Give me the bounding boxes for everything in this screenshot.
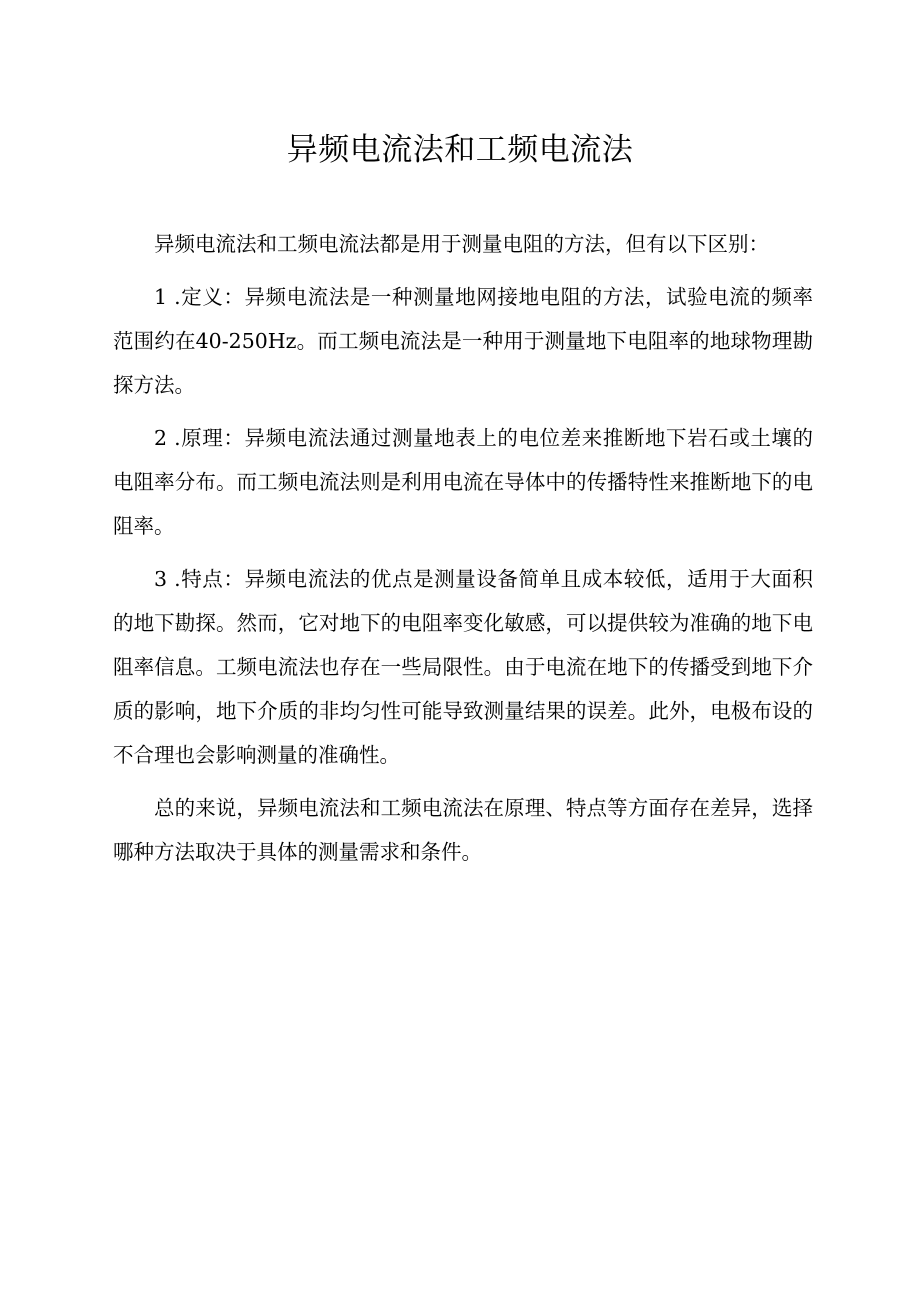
paragraph-principle: 2 .原理：异频电流法通过测量地表上的电位差来推断地下岩石或土壤的电阻率分布。而工频电流法则是利用电流在导体中的传播特性来推断地下的电阻率。 <box>113 426 813 538</box>
document-title: 异频电流法和工频电流法 <box>286 132 634 168</box>
paragraph-conclusion: 总的来说，异频电流法和工频电流法在原理、特点等方面存在差异，选择哪种方法取决于具体的测量需求和条件。 <box>113 796 813 864</box>
paragraph-definition: 1 .定义：异频电流法是一种测量地网接地电阻的方法，试验电流的频率范围约在40-250Hz。而工频电流法是一种用于测量地下电阻率的地球物理勘探方法。 <box>113 285 813 397</box>
paragraph-intro: 异频电流法和工频电流法都是用于测量电阻的方法，但有以下区别： <box>154 232 769 256</box>
paragraph-features: 3 .特点：异频电流法的优点是测量设备简单且成本较低，适用于大面积的地下勘探。然而，它对地下的电阻率变化敏感，可以提供较为准确的地下电阻率信息。工频电流法也存在一些局限性。由于电流在地下的传播受到地下介质的影响，地下介质的非均匀性可能导致测量结果的误差。此外，电极布设的不合理也会影响测量的准确性。 <box>113 567 813 767</box>
document-body <box>113 222 813 883</box>
